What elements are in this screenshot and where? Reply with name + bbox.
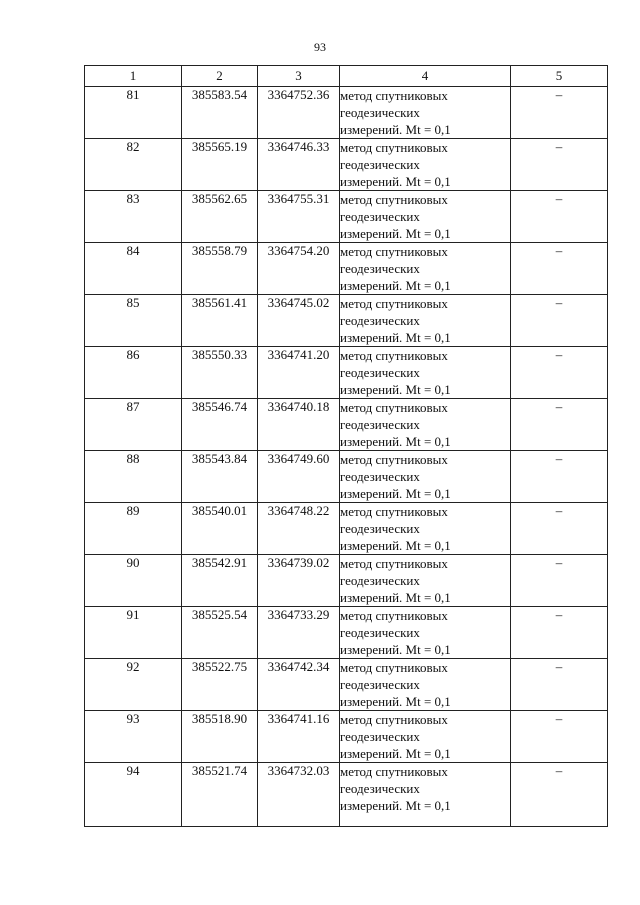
coord-x: 385558.79 — [182, 243, 258, 295]
point-number: 91 — [85, 607, 182, 659]
coord-x: 385518.90 — [182, 711, 258, 763]
coord-y: 3364749.60 — [258, 451, 340, 503]
note-cell: – — [511, 87, 608, 139]
point-number: 88 — [85, 451, 182, 503]
point-number: 81 — [85, 87, 182, 139]
column-header: 3 — [258, 66, 340, 87]
coord-x: 385542.91 — [182, 555, 258, 607]
method-line: измерений. Mt = 0,1 — [340, 590, 451, 605]
header-row — [85, 66, 608, 87]
coord-y: 3364742.34 — [258, 659, 340, 711]
column-header: 2 — [182, 66, 258, 87]
method-line: метод спутниковых — [340, 660, 448, 675]
point-number: 84 — [85, 243, 182, 295]
coord-x: 385522.75 — [182, 659, 258, 711]
coord-y: 3364755.31 — [258, 191, 340, 243]
method-line: метод спутниковых — [340, 348, 448, 363]
table-row — [85, 607, 608, 659]
point-number: 92 — [85, 659, 182, 711]
page-number: 93 — [314, 40, 326, 54]
note-cell: – — [511, 191, 608, 243]
table-row — [85, 659, 608, 711]
method-line: геодезических — [340, 729, 420, 744]
method-line: метод спутниковых — [340, 296, 448, 311]
note-cell: – — [511, 607, 608, 659]
method-line: метод спутниковых — [340, 452, 448, 467]
method-line: измерений. Mt = 0,1 — [340, 746, 451, 761]
coord-x: 385540.01 — [182, 503, 258, 555]
method-cell — [340, 87, 511, 139]
table-row — [85, 555, 608, 607]
note-cell: – — [511, 243, 608, 295]
method-line: метод спутниковых — [340, 400, 448, 415]
coord-x: 385562.65 — [182, 191, 258, 243]
method-line: метод спутниковых — [340, 192, 448, 207]
coord-x: 385565.19 — [182, 139, 258, 191]
method-line: метод спутниковых — [340, 244, 448, 259]
coord-y: 3364732.03 — [258, 763, 340, 827]
coord-y: 3364739.02 — [258, 555, 340, 607]
table-row — [85, 295, 608, 347]
method-line: метод спутниковых — [340, 556, 448, 571]
table-row — [85, 399, 608, 451]
coord-x: 385521.74 — [182, 763, 258, 827]
method-line: метод спутниковых — [340, 140, 448, 155]
method-line: геодезических — [340, 677, 420, 692]
coord-x: 385525.54 — [182, 607, 258, 659]
coord-y: 3364748.22 — [258, 503, 340, 555]
table-row — [85, 347, 608, 399]
method-line: измерений. Mt = 0,1 — [340, 486, 451, 501]
table-row — [85, 191, 608, 243]
method-line: метод спутниковых — [340, 504, 448, 519]
method-cell — [340, 191, 511, 243]
coord-x: 385583.54 — [182, 87, 258, 139]
method-line: измерений. Mt = 0,1 — [340, 538, 451, 553]
table-row — [85, 503, 608, 555]
method-cell — [340, 399, 511, 451]
method-line: геодезических — [340, 105, 420, 120]
note-cell: – — [511, 763, 608, 827]
method-cell — [340, 711, 511, 763]
table-row — [85, 139, 608, 191]
note-cell: – — [511, 139, 608, 191]
method-cell — [340, 503, 511, 555]
coord-y: 3364746.33 — [258, 139, 340, 191]
method-line: геодезических — [340, 781, 420, 796]
point-number: 86 — [85, 347, 182, 399]
coord-y: 3364740.18 — [258, 399, 340, 451]
column-header: 4 — [340, 66, 511, 87]
method-line: геодезических — [340, 469, 420, 484]
method-cell — [340, 763, 511, 827]
method-cell — [340, 295, 511, 347]
method-cell — [340, 139, 511, 191]
method-line: метод спутниковых — [340, 764, 448, 779]
point-number: 87 — [85, 399, 182, 451]
method-line: геодезических — [340, 417, 420, 432]
method-line: геодезических — [340, 261, 420, 276]
method-line: измерений. Mt = 0,1 — [340, 330, 451, 345]
method-line: геодезических — [340, 573, 420, 588]
method-cell — [340, 451, 511, 503]
point-number: 83 — [85, 191, 182, 243]
coord-x: 385543.84 — [182, 451, 258, 503]
coord-y: 3364733.29 — [258, 607, 340, 659]
note-cell: – — [511, 451, 608, 503]
point-number: 89 — [85, 503, 182, 555]
method-line: измерений. Mt = 0,1 — [340, 122, 451, 137]
note-cell: – — [511, 295, 608, 347]
method-cell — [340, 347, 511, 399]
method-line: измерений. Mt = 0,1 — [340, 174, 451, 189]
coordinates-table — [84, 65, 608, 827]
method-cell — [340, 607, 511, 659]
note-cell: – — [511, 555, 608, 607]
method-cell — [340, 659, 511, 711]
method-line: метод спутниковых — [340, 608, 448, 623]
method-cell — [340, 555, 511, 607]
table-row — [85, 243, 608, 295]
coord-x: 385561.41 — [182, 295, 258, 347]
method-line: измерений. Mt = 0,1 — [340, 278, 451, 293]
coord-x: 385550.33 — [182, 347, 258, 399]
method-line: геодезических — [340, 157, 420, 172]
method-line: измерений. Mt = 0,1 — [340, 382, 451, 397]
column-header: 5 — [511, 66, 608, 87]
table-row — [85, 87, 608, 139]
note-cell: – — [511, 399, 608, 451]
table-row — [85, 451, 608, 503]
method-cell — [340, 243, 511, 295]
point-number: 90 — [85, 555, 182, 607]
coord-x: 385546.74 — [182, 399, 258, 451]
coord-y: 3364741.20 — [258, 347, 340, 399]
coord-y: 3364741.16 — [258, 711, 340, 763]
method-line: измерений. Mt = 0,1 — [340, 642, 451, 657]
coord-y: 3364752.36 — [258, 87, 340, 139]
method-line: геодезических — [340, 209, 420, 224]
method-line: метод спутниковых — [340, 712, 448, 727]
method-line: геодезических — [340, 313, 420, 328]
coord-y: 3364754.20 — [258, 243, 340, 295]
note-cell: – — [511, 347, 608, 399]
method-line: измерений. Mt = 0,1 — [340, 694, 451, 709]
method-line: измерений. Mt = 0,1 — [340, 434, 451, 449]
coord-y: 3364745.02 — [258, 295, 340, 347]
point-number: 85 — [85, 295, 182, 347]
point-number: 82 — [85, 139, 182, 191]
column-header: 1 — [85, 66, 182, 87]
method-line: геодезических — [340, 365, 420, 380]
method-line: измерений. Mt = 0,1 — [340, 798, 451, 813]
point-number: 93 — [85, 711, 182, 763]
method-line: геодезических — [340, 625, 420, 640]
method-line: метод спутниковых — [340, 88, 448, 103]
table-row — [85, 711, 608, 763]
note-cell: – — [511, 503, 608, 555]
note-cell: – — [511, 711, 608, 763]
method-line: измерений. Mt = 0,1 — [340, 226, 451, 241]
method-line: геодезических — [340, 521, 420, 536]
table-row — [85, 763, 608, 827]
note-cell: – — [511, 659, 608, 711]
point-number: 94 — [85, 763, 182, 827]
